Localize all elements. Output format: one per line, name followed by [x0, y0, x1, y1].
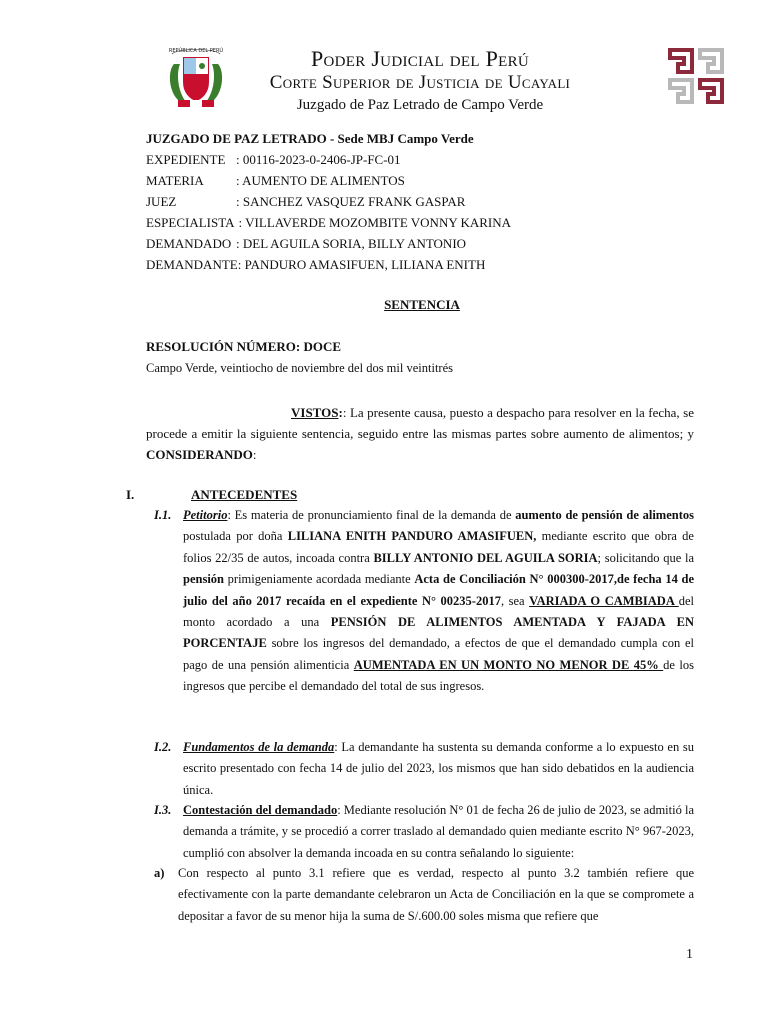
item-number: I.1. — [154, 508, 172, 522]
case-value: : SANCHEZ VASQUEZ FRANK GASPAR — [236, 194, 466, 209]
item-number: I.3. — [154, 803, 172, 817]
text-run-bold: LILIANA ENITH PANDURO AMASIFUEN, — [287, 529, 537, 544]
page-number: 1 — [686, 947, 693, 962]
sentencia-title: SENTENCIA — [384, 297, 460, 312]
office-name: Juzgado de Paz Letrado de Campo Verde — [296, 97, 544, 113]
letterhead — [0, 42, 768, 122]
case-label: DEMANDANTE — [146, 257, 238, 272]
text-run-bold: PENSIÓN DE ALIMENTOS AMENTADA Y FAJADA EN PORCENTAJE — [183, 615, 694, 651]
item-body — [183, 505, 694, 698]
text-run: de los ingresos que percibe el demandado del total de sus ingresos. — [183, 657, 694, 694]
vistos-text: : La presente causa, puesto a despacho para resolver en la fecha, se procede a emitir la siguiente sentencia, seguido entre las mismas partes sobre aumento de alimentos; y — [146, 405, 694, 441]
vistos-end: : — [252, 447, 257, 462]
institution-name: Poder Judicial del Perú — [310, 46, 530, 71]
item-fundamentos — [154, 737, 694, 801]
subitem-a — [154, 863, 694, 927]
case-row-demandante — [146, 254, 666, 275]
item-petitorio — [154, 505, 694, 698]
court-seat-title: JUZGADO DE PAZ LETRADO - Sede MBJ Campo Verde — [146, 131, 474, 146]
item-body — [183, 800, 694, 864]
text-run: : Mediante resolución N° 01 de fecha 26 de julio de 2023, se admitió la demanda a trámite, y se procedió a correr traslado al demandado quien mediante escrito N° 967-2023, cumplió con absolver la demanda incoada en su contra señalando lo siguiente: — [183, 803, 694, 860]
text-run: ; solicitando que la — [597, 550, 694, 565]
case-value: : DEL AGUILA SORIA, BILLY ANTONIO — [236, 236, 467, 251]
text-run: postulada por doña — [183, 529, 288, 544]
letterhead-text — [240, 46, 600, 115]
item-number: I.2. — [154, 740, 172, 754]
case-label: EXPEDIENTE — [146, 152, 226, 167]
case-row-demandado — [146, 233, 666, 254]
considerando-label: CONSIDERANDO — [146, 447, 253, 462]
case-label: JUEZ — [146, 194, 177, 209]
item-label: Petitorio — [183, 508, 228, 522]
text-run: mediante escrito que obra de folios 22/35 de autos, incoada contra — [183, 529, 694, 565]
case-row-materia — [146, 170, 666, 191]
case-row-expediente — [146, 149, 666, 170]
item-contestacion — [154, 800, 694, 864]
text-run: : Es materia de pronunciamiento final de la demanda de — [227, 508, 516, 522]
case-row-juez — [146, 191, 666, 212]
text-run-bold: Acta de Conciliación N° 000300-2017,de fecha 14 de julio del año 2017 recaída en el expediente N° 00235-2017 — [183, 572, 694, 608]
resolution-number: RESOLUCIÓN NÚMERO: DOCE — [146, 339, 342, 354]
text-run-bold: pensión — [183, 572, 224, 587]
item-label: Contestación del demandado — [183, 803, 338, 817]
text-run: , sea — [500, 593, 530, 608]
seal-text: REPÚBLICA DEL PERÚ — [168, 48, 224, 54]
case-label: MATERIA — [146, 173, 204, 188]
court-name: Corte Superior de Justicia de Ucayali — [269, 72, 571, 93]
text-run-bold: BILLY ANTONIO DEL AGUILA SORIA — [373, 550, 598, 565]
section-title: ANTECEDENTES — [191, 487, 298, 502]
text-run-bold-underline: VARIADA O CAMBIADA — [529, 593, 679, 608]
case-label: ESPECIALISTA — [146, 215, 235, 230]
item-body — [183, 737, 694, 801]
text-run: primigeniamente acordada mediante — [224, 572, 415, 587]
text-run: : La demandante ha sustenta su demanda conforme a lo expuesto en su escrito presentado con fecha 14 de julio del 2023, los mismos que han sido debatidos en la audiencia única. — [183, 740, 694, 797]
subitem-letter: a) — [154, 866, 165, 880]
text-run-bold: aumento de pensión de alimentos — [515, 508, 694, 522]
vistos-colon: : — [338, 405, 343, 420]
case-value: : PANDURO AMASIFUEN, LILIANA ENITH — [237, 257, 486, 272]
peru-coat-of-arms-icon — [164, 44, 228, 110]
case-row-especialista — [146, 212, 666, 233]
vistos-label: VISTOS — [291, 405, 339, 420]
poder-judicial-logo-icon — [666, 46, 726, 106]
case-details — [146, 128, 666, 275]
section-number: I. — [126, 487, 135, 502]
item-label: Fundamentos de la demanda — [183, 740, 335, 754]
case-value: : AUMENTO DE ALIMENTOS — [236, 173, 405, 188]
case-value: : VILLAVERDE MOZOMBITE VONNY KARINA — [238, 215, 512, 230]
text-run: del monto acordado a una — [183, 593, 694, 630]
resolution-date: Campo Verde, veintiocho de noviembre del dos mil veintitrés — [146, 361, 453, 375]
text-run-bold-underline: AUMENTADA EN UN MONTO NO MENOR DE 45% — [353, 657, 664, 672]
vistos-paragraph — [146, 402, 694, 465]
subitem-body: Con respecto al punto 3.1 refiere que es verdad, respecto al punto 3.2 también refiere que efectivamente con la parte demandante celebraron un Acta de Conciliación en la que se compromete a depositar a favor de su menor hija la suma de S/.600.00 soles misma que refiere que — [178, 866, 694, 923]
case-value: : 00116-2023-0-2406-JP-FC-01 — [236, 152, 401, 167]
text-run: sobre los ingresos del demandado, a efectos de que el demandado cumpla con el pago de una pensión alimenticia — [183, 636, 694, 672]
case-label: DEMANDADO — [146, 236, 232, 251]
